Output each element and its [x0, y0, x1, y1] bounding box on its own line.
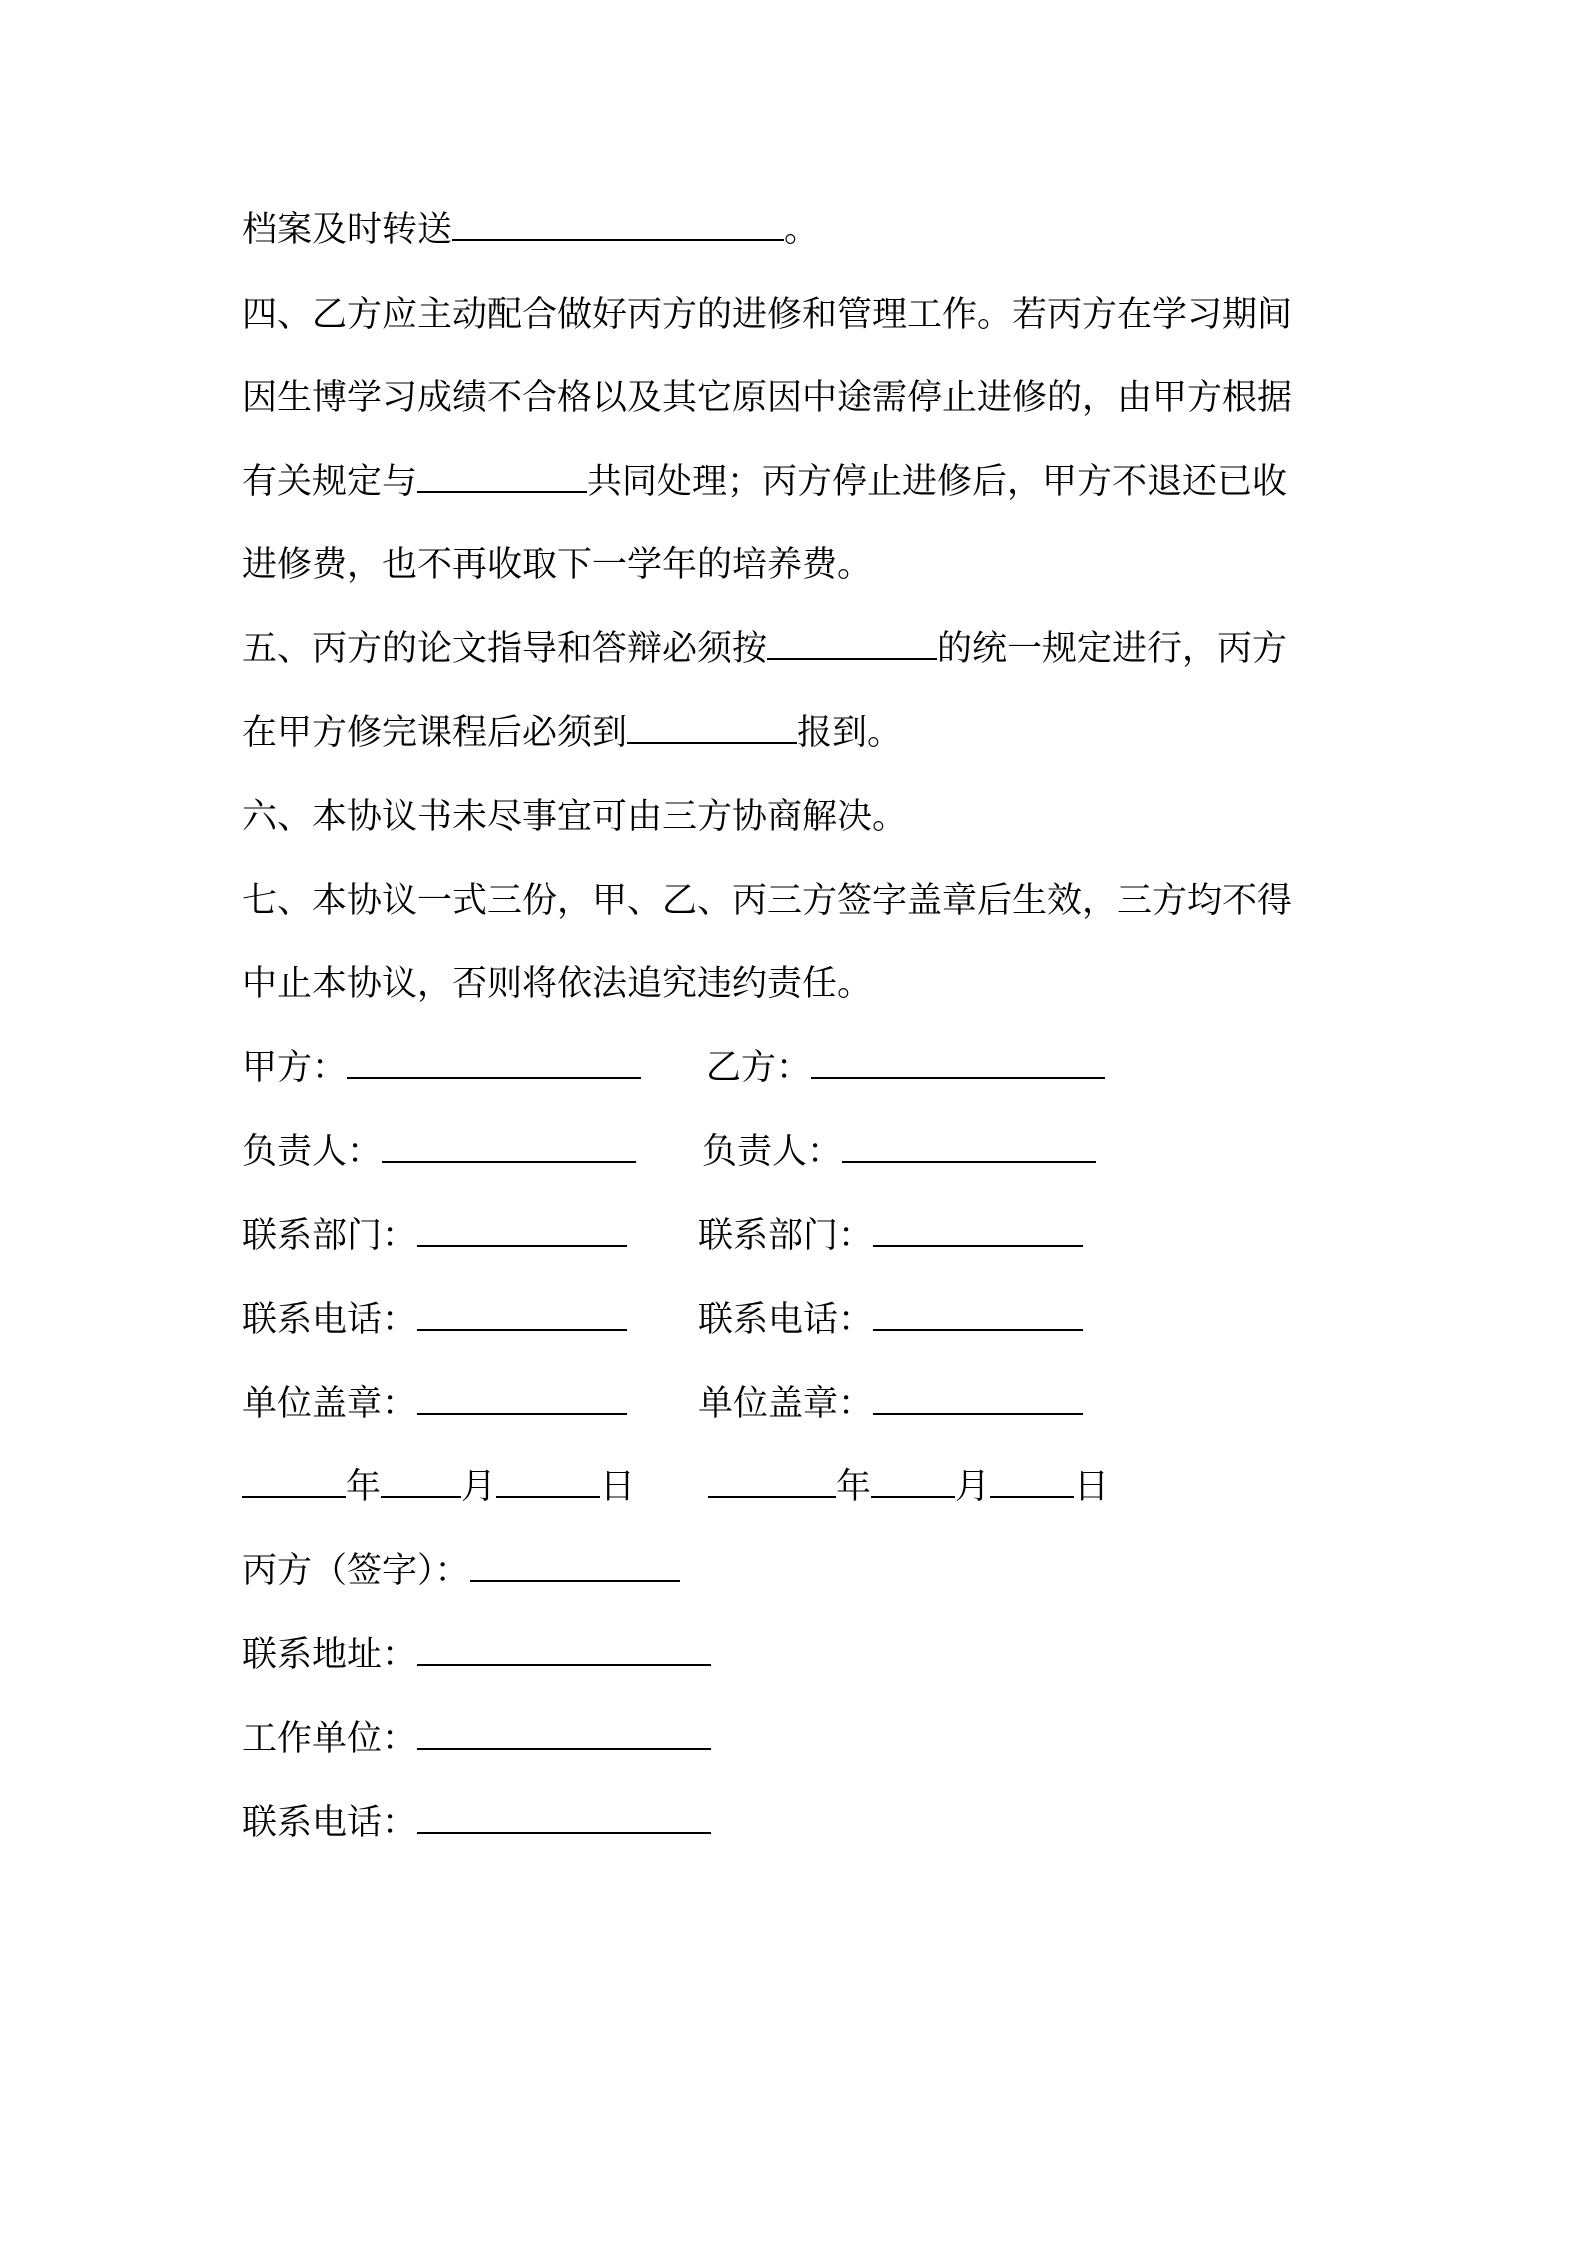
para4-line3-suffix: 共同处理；丙方停止进修后，甲方不退还已收: [587, 462, 1288, 502]
para4-line1: 四、乙方应主动配合做好丙方的进修和管理工作。若丙方在学习期间: [242, 295, 1293, 335]
party-c-row: [242, 1545, 680, 1597]
date-a-year-field[interactable]: [242, 1466, 346, 1498]
blank-joint-party[interactable]: [417, 461, 587, 493]
date-a-row: [242, 1461, 635, 1513]
para7-line2: 中止本协议，否则将依法追究违约责任。: [242, 964, 873, 1004]
date-b-month-label: 月: [955, 1467, 991, 1507]
para5-line1-prefix: 五、丙方的论文指导和答辩必须按: [242, 629, 768, 669]
seal-b-field[interactable]: [873, 1383, 1083, 1415]
date-b-month-field[interactable]: [871, 1466, 955, 1498]
phone-b-row: [698, 1294, 1083, 1346]
party-b-field[interactable]: [811, 1047, 1105, 1079]
para4-line3: [242, 456, 1287, 508]
responsible-a-field[interactable]: [382, 1131, 636, 1163]
seal-a-row: [242, 1378, 627, 1430]
para5-line2-prefix: 在甲方修完课程后必须到: [242, 713, 628, 753]
blank-archive-target[interactable]: [452, 209, 784, 241]
party-a-label: 甲方：: [242, 1048, 348, 1088]
dept-b-field[interactable]: [873, 1215, 1083, 1247]
phone-b-field[interactable]: [873, 1299, 1083, 1331]
para4-line3-prefix: 有关规定与: [242, 462, 418, 502]
responsible-a-row: [242, 1126, 636, 1178]
address-c-row: [242, 1629, 711, 1681]
para3-prefix: 档案及时转送: [242, 210, 453, 250]
para5-line1-suffix: 的统一规定进行，丙方: [937, 629, 1288, 669]
dept-b-label: 联系部门：: [698, 1216, 874, 1256]
date-a-month-field[interactable]: [381, 1466, 461, 1498]
seal-a-field[interactable]: [417, 1383, 627, 1415]
dept-a-field[interactable]: [417, 1215, 627, 1247]
party-b-label: 乙方：: [706, 1048, 812, 1088]
party-b-row: [706, 1042, 1105, 1094]
para5-line2-suffix: 报到。: [797, 713, 903, 753]
date-a-day-field[interactable]: [496, 1466, 600, 1498]
seal-b-label: 单位盖章：: [698, 1384, 874, 1424]
work-c-row: [242, 1713, 711, 1765]
date-b-year-label: 年: [836, 1467, 872, 1507]
phone-c-field[interactable]: [417, 1802, 711, 1834]
dept-b-row: [698, 1210, 1083, 1262]
blank-regulation-source[interactable]: [767, 628, 937, 660]
work-c-label: 工作单位：: [242, 1719, 418, 1759]
date-a-day-label: 日: [600, 1467, 636, 1507]
para4-line4: 进修费，也不再收取下一学年的培养费。: [242, 545, 873, 585]
party-a-field[interactable]: [347, 1047, 641, 1079]
party-c-label: 丙方（签字）：: [242, 1551, 470, 1591]
phone-a-row: [242, 1294, 627, 1346]
responsible-b-label: 负责人：: [702, 1132, 843, 1172]
para5-line1: [242, 623, 1287, 675]
phone-a-label: 联系电话：: [242, 1300, 418, 1340]
work-c-field[interactable]: [417, 1718, 711, 1750]
para4-line2: 因生博学习成绩不合格以及其它原因中途需停止进修的，由甲方根据: [242, 378, 1293, 418]
date-b-day-label: 日: [1074, 1467, 1110, 1507]
date-b-year-field[interactable]: [708, 1466, 836, 1498]
para6-line: 六、本协议书未尽事宜可由三方协商解决。: [242, 797, 908, 837]
seal-a-label: 单位盖章：: [242, 1384, 418, 1424]
dept-a-label: 联系部门：: [242, 1216, 418, 1256]
blank-report-place[interactable]: [627, 712, 797, 744]
phone-c-label: 联系电话：: [242, 1803, 418, 1843]
phone-a-field[interactable]: [417, 1299, 627, 1331]
party-c-field[interactable]: [470, 1550, 680, 1582]
para5-line2: [242, 707, 902, 759]
phone-c-row: [242, 1797, 711, 1849]
responsible-b-row: [702, 1126, 1096, 1178]
responsible-b-field[interactable]: [842, 1131, 1096, 1163]
seal-b-row: [698, 1378, 1083, 1430]
para7-line1: 七、本协议一式三份，甲、乙、丙三方签字盖章后生效，三方均不得: [242, 881, 1293, 921]
date-b-row: [708, 1461, 1109, 1513]
date-a-year-label: 年: [346, 1467, 382, 1507]
phone-b-label: 联系电话：: [698, 1300, 874, 1340]
date-a-month-label: 月: [461, 1467, 497, 1507]
para3-suffix: 。: [784, 210, 820, 250]
para3-end-line: [242, 204, 819, 256]
responsible-a-label: 负责人：: [242, 1132, 383, 1172]
address-c-label: 联系地址：: [242, 1635, 418, 1675]
address-c-field[interactable]: [417, 1634, 711, 1666]
date-b-day-field[interactable]: [990, 1466, 1074, 1498]
dept-a-row: [242, 1210, 627, 1262]
party-a-row: [242, 1042, 641, 1094]
